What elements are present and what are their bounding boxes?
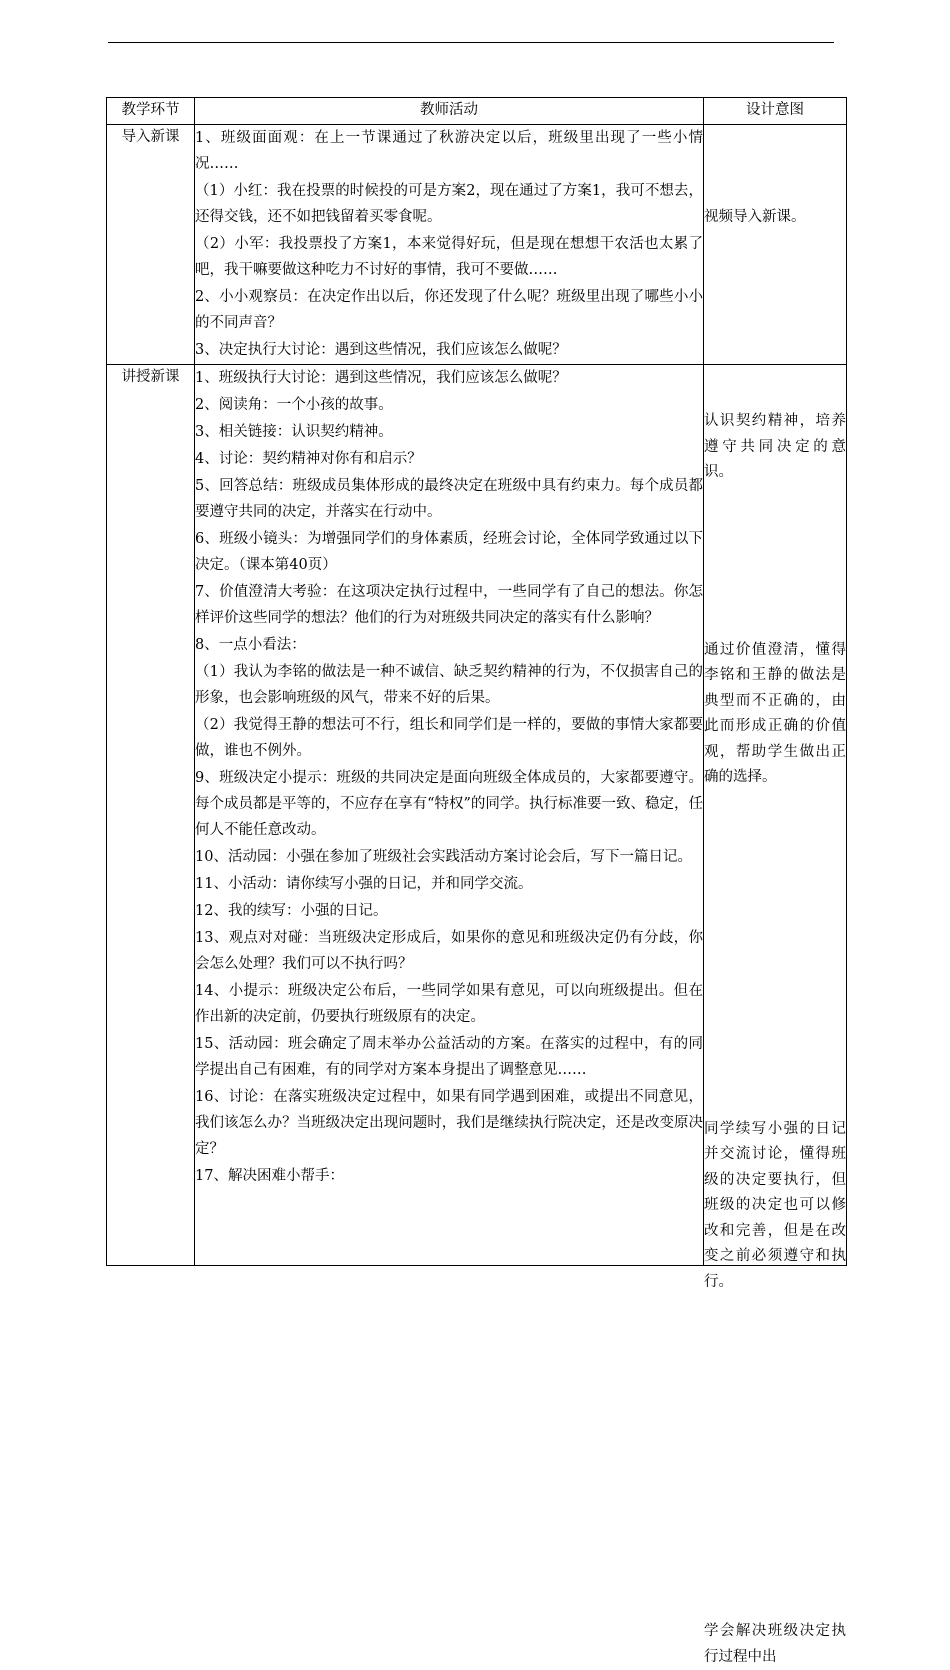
stage-cell: 讲授新课	[107, 365, 195, 1266]
activity-item: 14、小提示：班级决定公布后，一些同学如果有意见，可以向班级提出。但在作出新的决定前，仍要执行班级原有的决定。	[195, 983, 703, 1025]
intent-text: 同学续写小强的日记并交流讨论，懂得班级的决定要执行，但班级的决定也可以修改和完善，但是在改变之前必须遵守和执行。	[704, 1120, 846, 1290]
header-activity: 教师活动	[195, 98, 704, 125]
page-header-rule	[108, 42, 834, 43]
activity-item: 9、班级决定小提示：班级的共同决定是面向班级全体成员的，大家都要遵守。每个成员都是平等的，不应存在享有“特权”的同学。执行标准要一致、稳定，任何人不能任意改动。	[195, 770, 703, 838]
table-row	[107, 365, 847, 1266]
activity-item: 4、讨论：契约精神对你有和启示？	[195, 451, 422, 467]
activity-item: （2）小军：我投票投了方案1，本来觉得好玩，但是现在想想干农活也太累了吧，我干嘛要做这种吃力不讨好的事情，我可不要做……	[195, 236, 703, 278]
intent-cell	[704, 365, 847, 1665]
intent-text: 视频导入新课。	[704, 209, 806, 225]
activity-item: 10、活动园：小强在参加了班级社会实践活动方案讨论会后，写下一篇日记。	[195, 849, 692, 865]
lesson-plan-table	[106, 97, 847, 1665]
intent-cell	[704, 125, 847, 365]
table-row	[107, 125, 847, 365]
activity-item: （1）小红：我在投票的时候投的可是方案2，现在通过了方案1，我可不想去，还得交钱，还不如把钱留着买零食呢。	[195, 183, 703, 225]
activity-item: 15、活动园：班会确定了周末举办公益活动的方案。在落实的过程中，有的同学提出自己有困难，有的同学对方案本身提出了调整意见……	[195, 1036, 703, 1078]
activity-item: （2）我觉得王静的想法可不行，组长和同学们是一样的，要做的事情大家都要做，谁也不例外。	[195, 717, 703, 759]
activity-item: 3、相关链接：认识契约精神。	[195, 424, 393, 440]
activity-item: 8、一点小看法：	[195, 637, 306, 653]
activity-item: 6、班级小镜头：为增强同学们的身体素质，经班会讨论，全体同学致通过以下决定。（课本第40页）	[195, 531, 703, 573]
activity-item: 13、观点对对碰：当班级决定形成后，如果你的意见和班级决定仍有分歧，你会怎么处理？我们可以不执行吗？	[195, 930, 703, 972]
activity-item: 7、价值澄清大考验：在这项决定执行过程中，一些同学有了自己的想法。你怎样评价这些同学的想法？他们的行为对班级共同决定的落实有什么影响？	[195, 584, 703, 626]
activity-item: 1、班级面面观：在上一节课通过了秋游决定以后，班级里出现了一些小情况……	[195, 130, 703, 172]
activity-item: 17、解决困难小帮手：	[195, 1168, 344, 1184]
activity-cell	[195, 125, 704, 365]
intent-text: 通过价值澄清，懂得李铭和王静的做法是典型而不正确的，由此而形成正确的价值观，帮助学生做出正确的选择。	[704, 641, 846, 785]
activity-cell	[195, 365, 704, 1266]
activity-item: 1、班级执行大讨论：遇到这些情况，我们应该怎么做呢？	[195, 370, 567, 386]
stage-cell: 导入新课	[107, 125, 195, 365]
activity-item: 16、讨论：在落实班级决定过程中，如果有同学遇到困难，或提出不同意见，我们该怎么办？当班级决定出现问题时，我们是继续执行院决定，还是改变原决定？	[195, 1089, 703, 1157]
activity-item: 2、小小观察员：在决定作出以后，你还发现了什么呢？班级里出现了哪些小小的不同声音？	[195, 289, 703, 331]
header-intent: 设计意图	[704, 98, 847, 125]
activity-item: 12、我的续写：小强的日记。	[195, 903, 388, 919]
intent-text: 学会解决班级决定执行过程中出	[704, 1623, 846, 1665]
activity-item: 5、回答总结：班级成员集体形成的最终决定在班级中具有约束力。每个成员都要遵守共同的决定，并落实在行动中。	[195, 478, 703, 520]
activity-item: 3、决定执行大讨论：遇到这些情况，我们应该怎么做呢？	[195, 342, 567, 358]
activity-item: 2、阅读角：一个小孩的故事。	[195, 397, 393, 413]
activity-item: （1）我认为李铭的做法是一种不诚信、缺乏契约精神的行为，不仅损害自己的形象，也会影响班级的风气，带来不好的后果。	[195, 664, 703, 706]
header-stage: 教学环节	[107, 98, 195, 125]
activity-item: 11、小活动：请你续写小强的日记，并和同学交流。	[195, 876, 533, 892]
table-header-row	[107, 98, 847, 125]
intent-text: 认识契约精神，培养遵守共同决定的意识。	[704, 413, 846, 480]
